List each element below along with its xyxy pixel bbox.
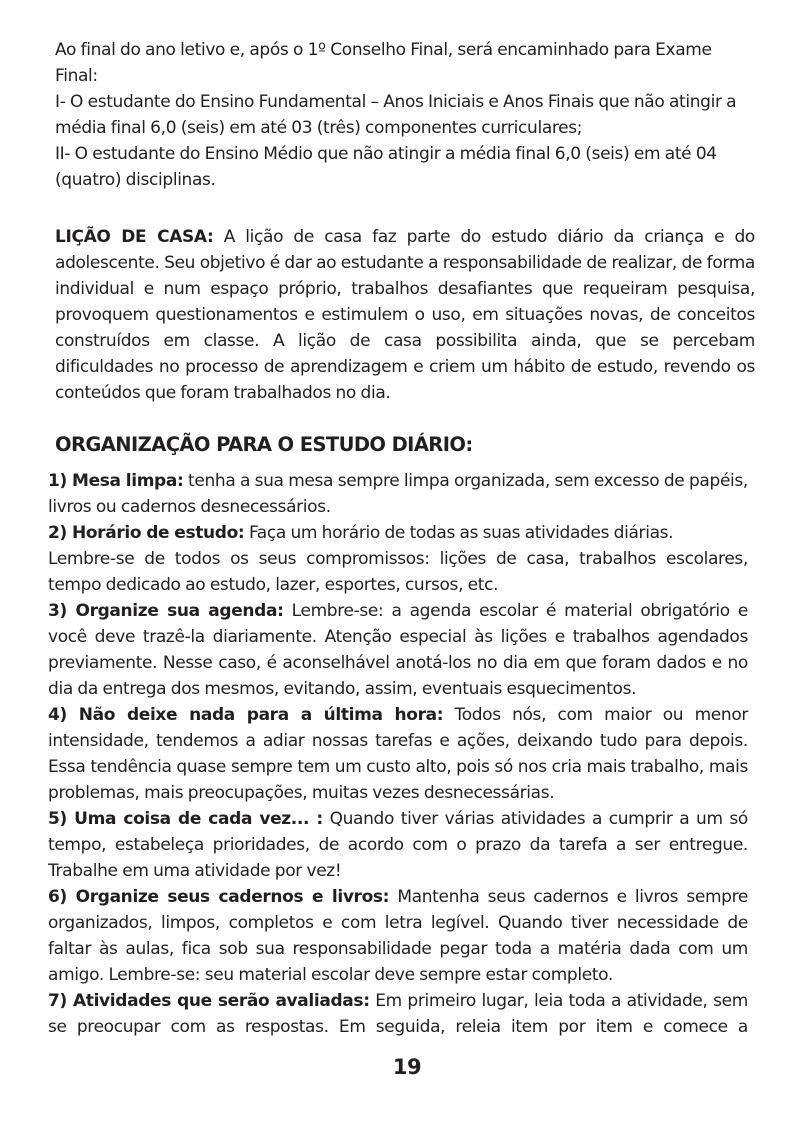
homework-paragraph: [55, 224, 755, 406]
section-heading: ORGANIZAÇÃO PARA O ESTUDO DIÁRIO:: [55, 433, 473, 456]
list-item: [48, 598, 748, 702]
list-item-label: 3) Organize sua agenda:: [48, 601, 284, 621]
list-item: [48, 520, 748, 546]
list-item-text: Lembre-se: a agenda escolar é material obrigatório e você deve trazê-la diariamente. Atenção especial às lições e trabalhos agendados previamente. Nesse caso, é aconselhável anotá-los no dia em que foram dados e no dia da entrega dos mesmos, evitando, assim, eventuais esquecimentos.: [48, 601, 749, 699]
list-item-text: Mantenha seus cadernos e livros sempre organizados, limpos, completos e com letra legível. Quando tiver necessidade de faltar às aulas, fica sob sua responsabilidade pegar toda a matéria dada com um amigo. Lembre-se: seu material escolar deve sempre estar completo.: [48, 887, 748, 985]
page-number: 19: [392, 1055, 422, 1079]
list-item-text: tenha a sua mesa sempre limpa organizada, sem excesso de papéis, livros ou cadernos desnecessários.: [48, 471, 748, 517]
list-item: [48, 988, 748, 1040]
list-item-text: Quando tiver várias atividades a cumprir a um só tempo, estabeleça prioridades, de acordo com o prazo da tarefa a ser entregue. Trabalhe em uma atividade por vez!: [48, 809, 748, 881]
list-item-text: Faça um horário de todas as suas atividades diárias.: [244, 523, 674, 543]
list-item: [48, 806, 748, 884]
list-item: [48, 884, 748, 988]
list-item-label: 2) Horário de estudo:: [48, 523, 245, 543]
list-item-label: 7) Atividades que serão avaliadas:: [48, 991, 370, 1011]
homework-label: LIÇÃO DE CASA:: [55, 227, 214, 247]
exam-intro-item-1: I- O estudante do Ensino Fundamental – Anos Iniciais e Anos Finais que não atingir a média final 6,0 (seis) em até 03 (três) componentes curriculares;: [55, 92, 737, 138]
exam-intro-lead: Ao final do ano letivo e, após o 1º Conselho Final, será encaminhado para Exame Final:: [55, 40, 712, 86]
exam-intro-block: [55, 37, 755, 193]
homework-text: A lição de casa faz parte do estudo diário da criança e do adolescente. Seu objetivo é dar ao estudante a responsabilidade de realizar, de forma individual e num espaço próprio, trabalhos desafiantes que requeiram pesquisa, provoquem questionamentos e estimulem o uso, em situações novas, de conceitos construídos em classe. A lição de casa possibilita ainda, que se percebam dificuldades no processo de aprendizagem e criem um hábito de estudo, revendo os conteúdos que foram trabalhados no dia.: [55, 227, 755, 403]
list-item: [48, 468, 748, 520]
list-item-text: Em primeiro lugar, leia toda a atividade, sem se preocupar com as respostas. Em seguida, releia item por item e comece a: [48, 991, 749, 1037]
exam-intro-item-2: II- O estudante do Ensino Médio que não atingir a média final 6,0 (seis) em até 04 (quatro) disciplinas.: [55, 144, 717, 190]
study-tips-list: [48, 468, 748, 1040]
list-item-label: 1) Mesa limpa:: [48, 471, 184, 491]
list-item-continuation: Lembre-se de todos os seus compromissos: lições de casa, trabalhos escolares, tempo dedicado ao estudo, lazer, esportes, cursos, etc.: [48, 549, 748, 595]
list-item-label: 4) Não deixe nada para a última hora:: [48, 705, 444, 725]
list-item-label: 5) Uma coisa de cada vez... :: [48, 809, 323, 829]
homework-text-line: [55, 224, 755, 406]
list-item: [48, 702, 748, 806]
list-item-label: 6) Organize seus cadernos e livros:: [48, 887, 390, 907]
list-item-text: Todos nós, com maior ou menor intensidade, tendemos a adiar nossas tarefas e ações, deixando tudo para depois. Essa tendência quase sempre tem um custo alto, pois só nos cria mais trabalho, mais problemas, mais preocupações, muitas vezes desnecessárias.: [48, 705, 749, 803]
